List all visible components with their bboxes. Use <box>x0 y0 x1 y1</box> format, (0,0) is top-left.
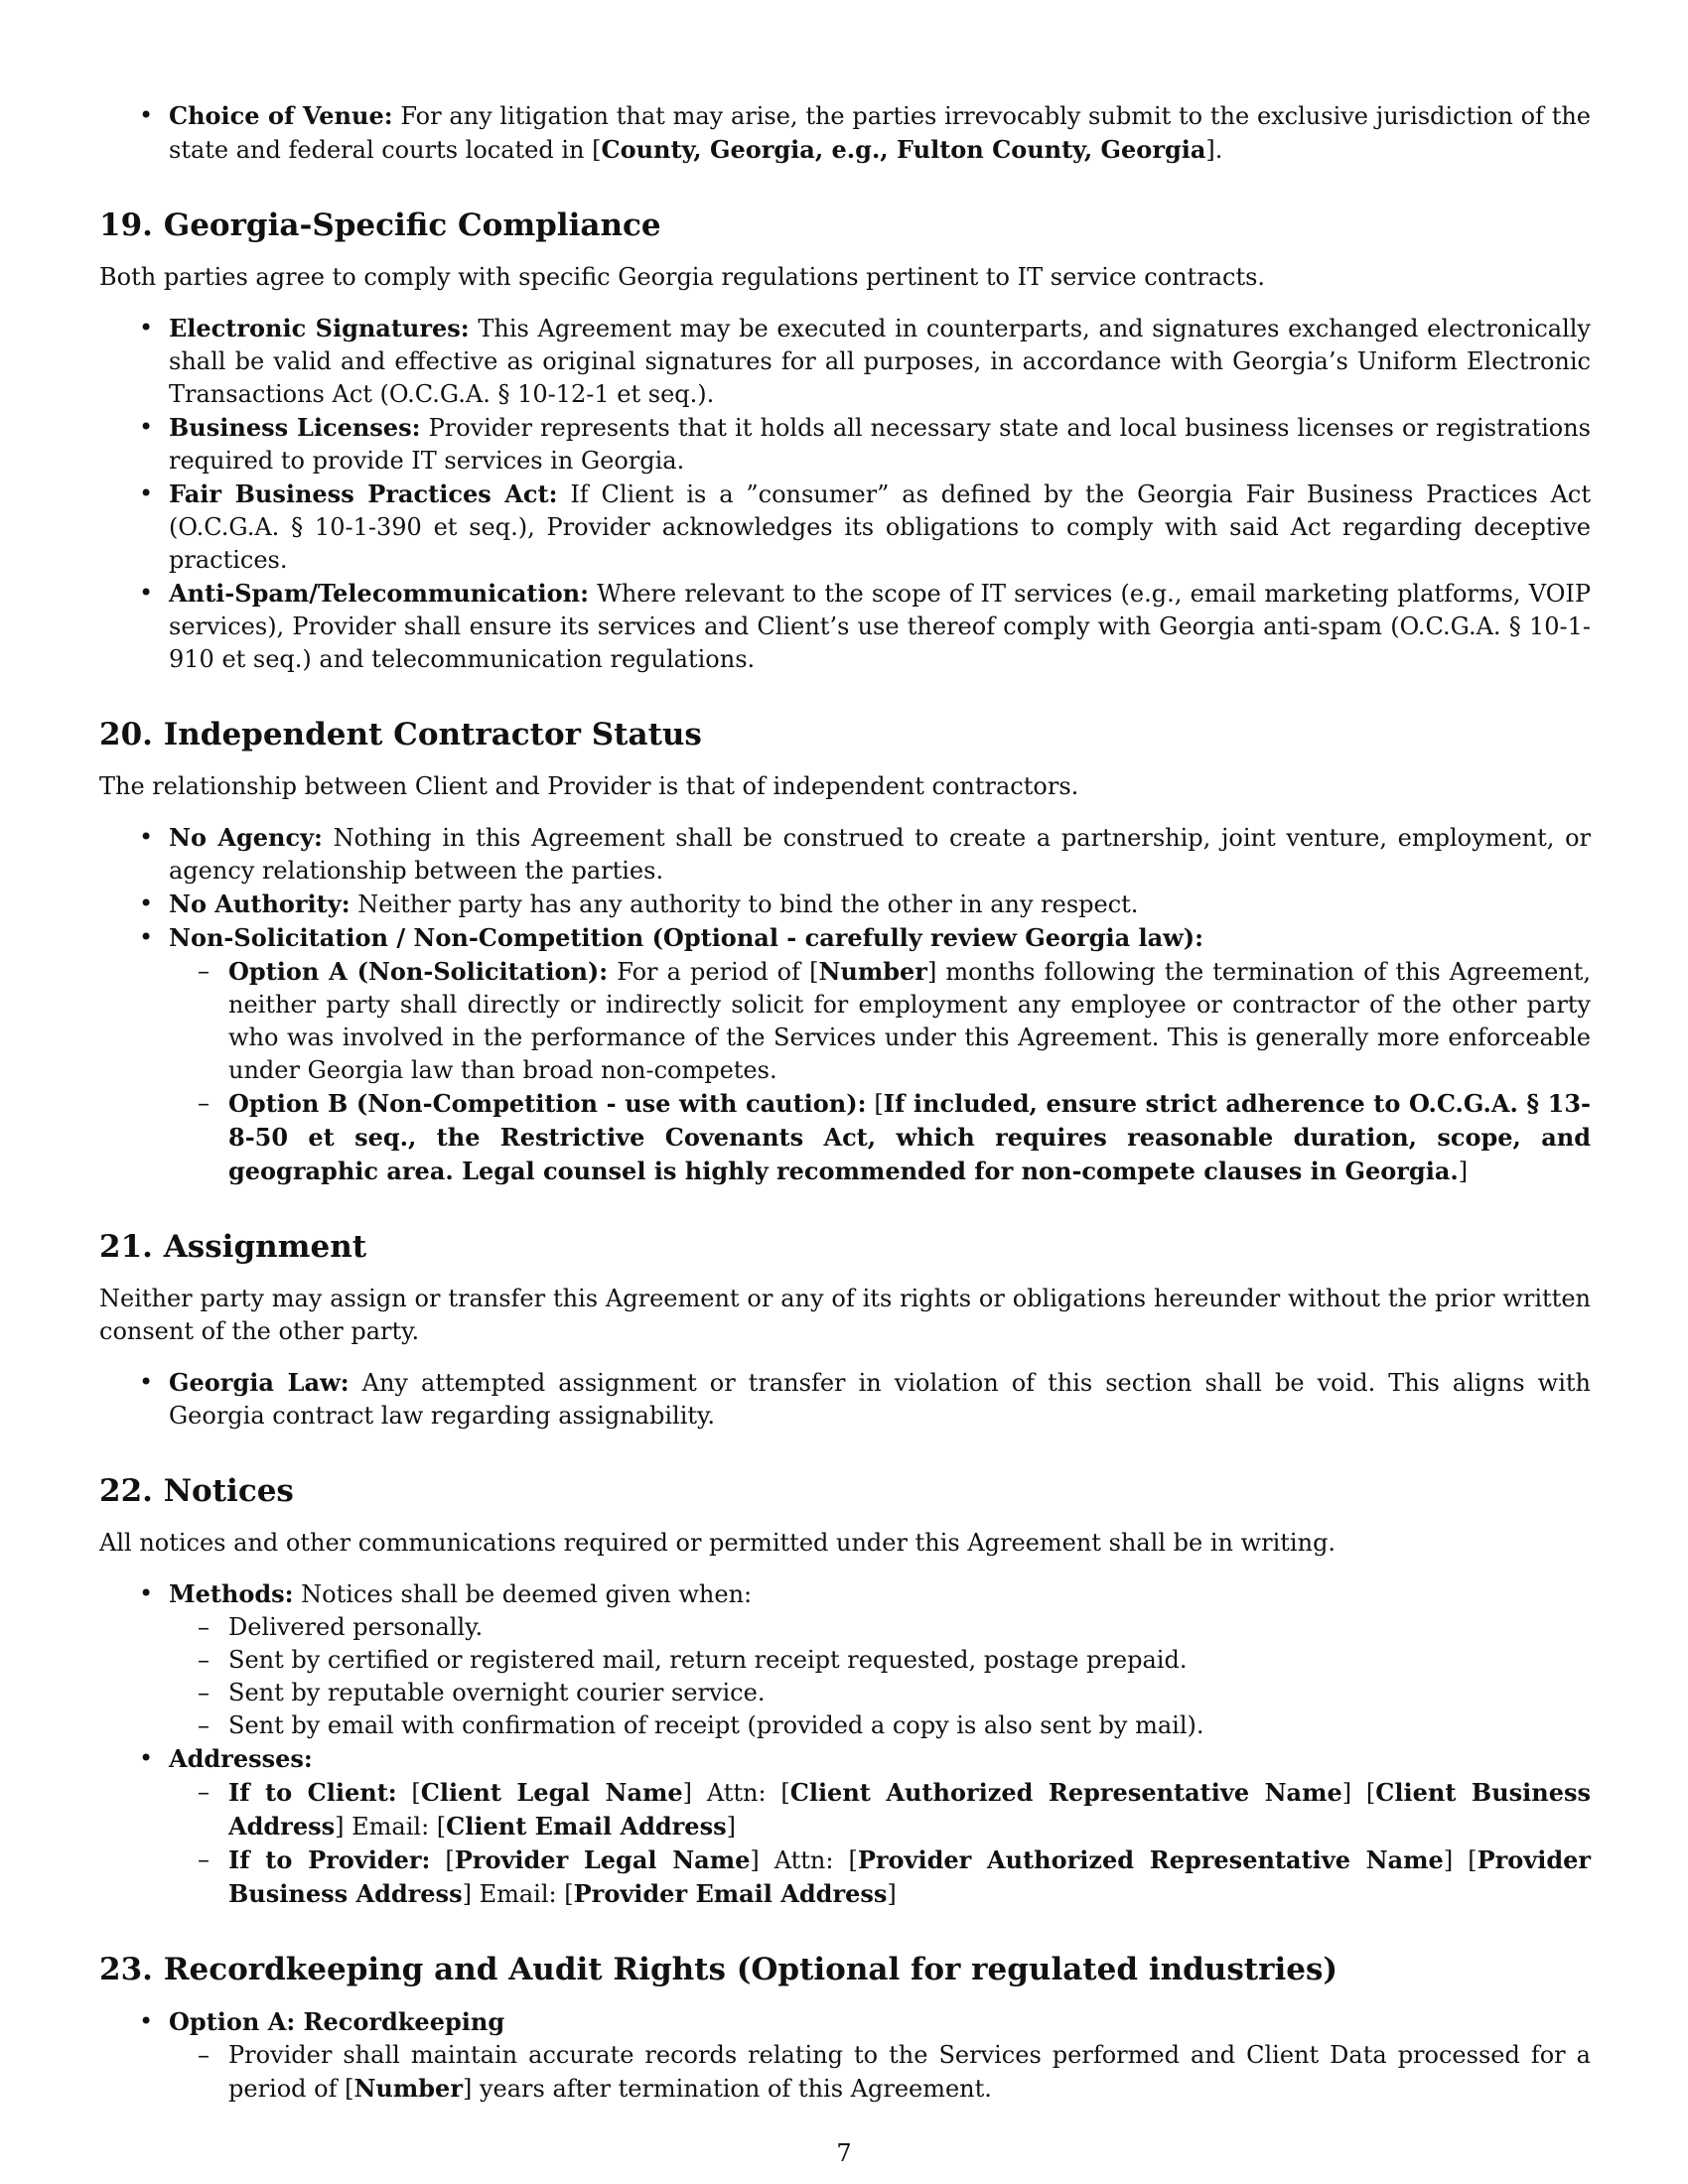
section-heading: 23. Recordkeeping and Audit Rights (Optional for regulated industries) <box>99 1952 1338 1987</box>
s21-list <box>99 1366 1591 1433</box>
s20-list <box>99 821 1591 1188</box>
list-item: • Business Licenses: Provider represents that it holds all necessary state and local business licenses or registrations required to provide IT services in Georgia. <box>99 411 1591 478</box>
list-item: • Georgia Law: Any attempted assignment or transfer in violation of this section shall be void. This aligns with Georgia contract law regarding assignability. <box>99 1366 1591 1433</box>
item-label: Choice of Venue: <box>169 101 393 130</box>
page-number: 7 <box>836 2139 852 2167</box>
list-item: • Fair Business Practices Act: If Client is a ”consumer” as defined by the Georgia Fair Business Practices Act (O.C.G.A. § 10-1-390 et seq.), Provider acknowledges its obligations to comply with said Act regarding deceptive practices. <box>99 478 1591 577</box>
placeholder: County, Georgia, e.g., Fulton County, Georgia <box>601 135 1206 164</box>
s23-list <box>99 2005 1591 2106</box>
section-intro: Neither party may assign or transfer this Agreement or any of its rights or obligations hereunder without the prior written consent of the other party. <box>99 1285 1591 1345</box>
section-intro: All notices and other communications required or permitted under this Agreement shall be in writing. <box>99 1529 1336 1557</box>
document-page <box>99 99 1591 2106</box>
placeholder: Number <box>353 2074 463 2103</box>
sub-list-item: – Sent by reputable overnight courier service. <box>169 1677 1591 1709</box>
sub-list-item: – Option A (Non-Solicitation): For a period of [Number] months following the termination of this Agreement, neither party shall directly or indirectly solicit for employment any employee or contractor of the other party who was involved in the performance of the Services under this Agreement. This is generally more enforceable under Georgia law than broad non-competes. <box>169 955 1591 1087</box>
list-item: • Anti-Spam/Telecommunication: Where relevant to the scope of IT services (e.g., email marketing platforms, VOIP services), Provider shall ensure its services and Client’s use thereof comply with Georgia anti-spam (O.C.G.A. § 10-1-910 et seq.) and telecommunication regulations. <box>99 577 1591 676</box>
placeholder: Provider Email Address <box>573 1879 888 1908</box>
list-item: • Electronic Signatures: This Agreement may be executed in counterparts, and signatures exchanged electronically shall be valid and effective as original signatures for all purposes, in accordance with Georgia’s Uniform Electronic Transactions Act (O.C.G.A. § 10-12-1 et seq.). <box>99 312 1591 411</box>
section-heading: 22. Notices <box>99 1473 294 1509</box>
venue-list <box>99 99 1591 167</box>
list-item: • Non-Solicitation / Non-Competition (Optional - carefully review Georgia law): – Option A (Non-Solicitation): For a period of [Number] months following the termination of this Agreement, neither party shall directly or indirectly solicit for employment any employee or contractor of the other party who was involved in the performance of the Services under this Agreement. This is generally more enforceable under Georgia law than broad non-competes. – Option B (Non-Competition - use with caution): [If included, ensure strict adherence to O.C.G.A. § 13-8-50 et seq., the Restrictive Covenants Act, which requires reasonable duration, scope, and geographic area. Legal counsel is highly recommended for non-compete clauses in Georgia.] <box>99 921 1591 1188</box>
sub-list-item: – Provider shall maintain accurate records relating to the Services performed and Client Data processed for a period of [Number] years after termination of this Agreement. <box>169 2039 1591 2106</box>
sub-list-item: – Option B (Non-Competition - use with caution): [If included, ensure strict adherence to O.C.G.A. § 13-8-50 et seq., the Restrictive Covenants Act, which requires reasonable duration, scope, and geographic area. Legal counsel is highly recommended for non-compete clauses in Georgia.] <box>169 1087 1591 1188</box>
list-item: • No Authority: Neither party has any authority to bind the other in any respect. <box>99 887 1591 921</box>
list-item: • No Agency: Nothing in this Agreement shall be construed to create a partnership, joint venture, employment, or agency relationship between the parties. <box>99 821 1591 887</box>
placeholder: Number <box>818 957 927 986</box>
section-intro: The relationship between Client and Provider is that of independent contractors. <box>99 772 1079 800</box>
placeholder: Provider Business Address <box>228 1845 1592 1908</box>
sub-list <box>169 1611 1591 1742</box>
section-heading: 20. Independent Contractor Status <box>99 717 702 752</box>
s19-list <box>99 312 1591 676</box>
sub-list-item: – Sent by email with confirmation of receipt (provided a copy is also sent by mail). <box>169 1709 1591 1742</box>
placeholder: Client Business Address <box>228 1778 1592 1841</box>
sub-list-item: – Sent by certified or registered mail, return receipt requested, postage prepaid. <box>169 1644 1591 1677</box>
section-intro: Both parties agree to comply with specific Georgia regulations pertinent to IT service contracts. <box>99 263 1266 291</box>
sub-list <box>169 955 1591 1188</box>
list-item: • Methods: Notices shall be deemed given when: – Delivered personally. – Sent by certified or registered mail, return receipt requested, postage prepaid. – Sent by reputable overnight courier service. – Sent by email with confirmation of receipt (provided a copy is also sent by mail). <box>99 1577 1591 1742</box>
sub-list <box>169 2039 1591 2106</box>
placeholder: Client Email Address <box>446 1812 727 1841</box>
s22-list <box>99 1577 1591 1911</box>
placeholder: If included, ensure strict adherence to O.C.G.A. § 13-8-50 et seq., the Restrictive Covenants Act, which requires reasonable duration, scope, and geographic area. Legal counsel is highly recommended for non-compete clauses in Georgia. <box>228 1089 1591 1185</box>
list-item: • Addresses: – If to Client: [Client Legal Name] Attn: [Client Authorized Representative Name] [Client Business Address] Email: [Client Email Address] – If to Provider: [Provider Legal Name] Attn: [Provider Authorized Representative Name] [Provider Business Address] Email: [Provider Email Address] <box>99 1742 1591 1911</box>
sub-list-item: – If to Client: [Client Legal Name] Attn: [Client Authorized Representative Name] [Client Business Address] Email: [Client Email Address] <box>169 1776 1591 1843</box>
sub-list-item: – Delivered personally. <box>169 1611 1591 1644</box>
placeholder: Client Legal Name <box>420 1778 683 1807</box>
section-heading: 19. Georgia-Specific Compliance <box>99 207 661 243</box>
list-item: • Option A: Recordkeeping – Provider shall maintain accurate records relating to the Services performed and Client Data processed for a period of [Number] years after termination of this Agreement. <box>99 2005 1591 2106</box>
placeholder: Provider Legal Name <box>454 1845 751 1874</box>
placeholder: Client Authorized Representative Name <box>789 1778 1342 1807</box>
section-heading: 21. Assignment <box>99 1229 367 1265</box>
list-item: • Choice of Venue: For any litigation that may arise, the parties irrevocably submit to the exclusive jurisdiction of the state and federal courts located in [County, Georgia, e.g., Fulton County, Georgia]. <box>99 99 1591 167</box>
sub-list-item: – If to Provider: [Provider Legal Name] Attn: [Provider Authorized Representative Name] [Provider Business Address] Email: [Provider Email Address] <box>169 1843 1591 1911</box>
placeholder: Provider Authorized Representative Name <box>857 1845 1444 1874</box>
sub-list <box>169 1776 1591 1911</box>
